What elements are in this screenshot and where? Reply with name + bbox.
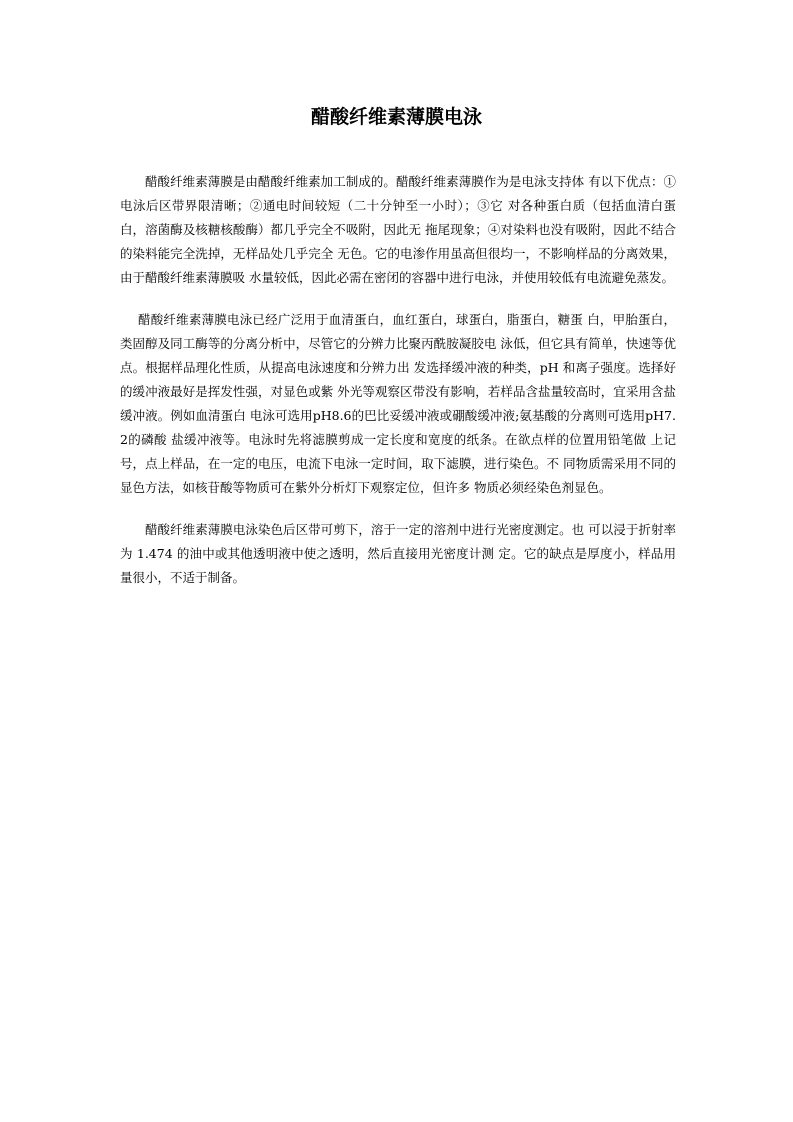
- paragraph-advantages: 醋酸纤维素薄膜是由醋酸纤维素加工制成的。醋酸纤维素薄膜作为是电泳支持体 有以下优点：①电泳后区带界限清晰；②通电时间较短（二十分钟至一小时）；③它 对各种蛋白质（包括血清白蛋白，溶菌酶及核糖核酸酶）都几乎完全不吸附，因此无 拖尾现象；④对染料也没有吸附，因此不结合的染料能完全洗掉，无样品处几乎完全 无色。它的电渗作用虽高但很均一，不影响样品的分离效果，由于醋酸纤维素薄膜吸 水量较低，因此必需在密闭的容器中进行电泳，并使用较低有电流避免蒸发。: [120, 174, 676, 285]
- paragraph-applications: 醋酸纤维素薄膜电泳已经广泛用于血清蛋白，血红蛋白，球蛋白，脂蛋白，糖蛋 白，甲胎蛋白，类固醇及同工酶等的分离分析中，尽管它的分辨力比聚丙酰胺凝胶电 泳低，但它具有简单，快速等优点。根据样品理化性质，从提高电泳速度和分辨力出 发选择缓冲液的种类，pH 和离子强度。选择好的缓冲液最好是挥发性强，对显色或紫 外光等观察区带没有影响，若样品含盐量较高时，宜采用含盐缓冲液。例如血清蛋白 电泳可选用pH8.6的巴比妥缓冲液或硼酸缓冲液;氨基酸的分离则可选用pH7.2的磷酸 盐缓冲液等。电泳时先将滤膜剪成一定长度和宽度的纸条。在欲点样的位置用铅笔做 上记号，点上样品，在一定的电压，电流下电泳一定时间，取下滤膜，进行染色。不 同物质需采用不同的显色方法，如核苷酸等物质可在紫外分析灯下观察定位，但许多 物质必须经染色剂显色。: [120, 312, 676, 495]
- paragraph-densitometry: 醋酸纤维素薄膜电泳染色后区带可剪下，溶于一定的溶剂中进行光密度测定。也 可以浸于折射率为 1.474 的油中或其他透明液中使之透明，然后直接用光密度计测 定。它的缺点是厚度小，样品用量很小，不适于制备。: [120, 522, 676, 585]
- document-body: [120, 170, 676, 608]
- document-title: 醋酸纤维素薄膜电泳: [310, 106, 482, 128]
